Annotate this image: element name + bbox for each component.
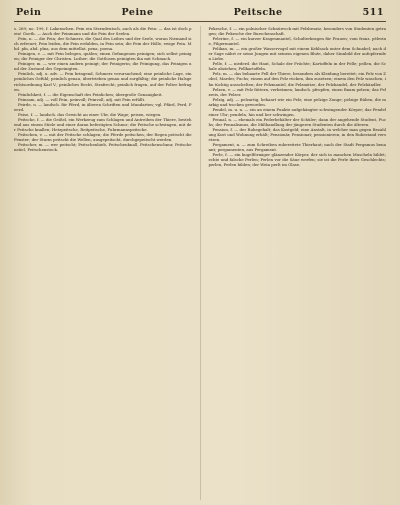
dictionary-entry: Peinsam, adj. — voll Pein, peinvoll; Peinvoll, adj. mit Pein erfüllt. (18, 96, 146, 102)
dictionary-entry: Peinigen, v. — mit Pein belegen, quälen; einen Gefangenen peinigen; sich selbst peinigen; die Peiniger der Christen. Luther: die Gottlosen peinigten ihn mit Schmach. (14, 51, 192, 62)
dictionary-entry: s. 269; no. 199, f. Lakenschen. Pein ein Sterndeutsch, auch als die Pein: — das ist doch pein! Goeth. — Auch der Peinmann und die Pein der Seelen. (14, 26, 192, 37)
dictionary-entry: Pennal, n. — ehemals ein Federbehälter der Schüler; dann der angehende Student, Fuchs; der Pennalismus, die Mißhandlung der jüngeren Studenten durch die älteren. (208, 116, 386, 127)
dictionary-entry: Perle, f. — ein kugelförmiger glänzender Körper, der sich in manchen Muscheln bildet; echte und falsche Perlen; Perlen vor die Säue werfen; sie ist die Perle ihres Geschlechts; perlen, Perlen bilden; der Wein perlt im Glase. (208, 152, 386, 168)
dictionary-entry: Peiniger, m. — wer einen andern peinigt; der Peinigerin; die Peinigung, das Peinigen und der Zustand des Gepeinigten. (14, 61, 192, 72)
running-header (14, 7, 386, 22)
dictionary-entry: Pendel, m. u. n. — ein an einem Punkte aufgehängter schwingender Körper; das Pendel einer Uhr; pendeln, hin und her schwingen. (208, 106, 386, 117)
header-center-word: Peine (121, 7, 154, 18)
dictionary-entry: Peitsche, f. — die Geißel, ein Werkzeug zum Schlagen und Antreiben der Thiere, bestehend aus einem Stiele und einer daran befestigten Schnur; die Peitsche schwingen, mit der Peitsche knallen; Hetzpeitsche, Reitpeitsche, Fuhrmannspeitsche. (14, 116, 192, 132)
header-right-word: Peitsche (233, 7, 283, 18)
dictionary-entry: Peinlich, adj. u. adv. — Pein bringend, Schmerz verursachend; eine peinliche Lage, ein peinliches Gefühl; peinlich genau, übertrieben genau und sorgfältig; die peinliche Halsgerichtsordnung Karl V.; peinliches Recht, Strafrecht; peinlich fragen, auf der Folter befragen. (14, 71, 192, 92)
header-left-word: Pein (16, 7, 42, 18)
dictionary-entry: Pelikan, m. — ein großer Wasservogel mit einem Kehlsack unter dem Schnabel; nach der Sage nährt er seine Jungen mit seinem eigenen Blute, daher Sinnbild der aufopfernden Liebe. (208, 46, 386, 62)
dictionary-entry: Pekesche, f. — ein polnischer Schnürrock mit Pelzbesatz, besonders von Studenten getragen; die Pekesche der Burschenschaft. (208, 26, 386, 37)
dictionary-entry: Peise, f. — landsch. das Gewicht an einer Uhr, die Wage; peisen, wiegen. (18, 111, 162, 117)
dictionary-entry: Peinlichkeit, f. — die Eigenschaft des Peinlichen; übergroße Genauigkeit. (18, 91, 163, 97)
dictionary-entry: Pelle, f. — niederd. die Haut, Schale der Früchte; Kartoffeln in der Pelle; pellen, die Schale abziehen; Pellkartoffeln. (208, 61, 386, 72)
dictionary-entry: Peitscher, m. — wer peitscht; Peitschenhieb, Peitschenknall, Peitschenschnur, Peitschenstiel, Peitschenstock. (14, 142, 192, 153)
dictionary-entry: Peirde, n. — landsch. für Pferd, in älteren Schriften und Mundarten; vgl. Pfärd, Perd, Peerd. (14, 101, 192, 112)
dictionary-entry: Pelzig, adj. — pelzartig, behaart wie ein Pelz; eine pelzige Zunge; pelzige Rüben, die markig und trocken geworden. (208, 96, 386, 107)
dictionary-entry: Pelz, m. — das behaarte Fell der Thiere, besonders als Kleidung bereitet; ein Pelz von Zobel, Marder, Fuchs; einem auf den Pelz rücken, ihm zusetzen; einem den Pelz waschen, ihn tüchtig ausschelten; der Pelzmantel, die Pelzmütze, der Pelzhandel, der Pelzhändler. (208, 71, 386, 87)
text-column-right (209, 26, 387, 500)
dictionary-entry: Pelerine, f. — ein kurzer Kragenmantel, Schulterkragen für Frauen; vom franz. pèlerine, Pilgermantel. (208, 36, 386, 47)
page-number: 511 (362, 7, 384, 18)
dictionary-entry: Pein, n. — die Pein; der Schmerz, die Qual des Leibes und der Seele, woran Niemand sich erfreuet; Pein leiden, die Pein erdulden, in Pein sein; die Pein der Hölle, ewige Pein. Mhd. pîn, ahd. pîna, aus dem mittellat. pena, poena. (14, 36, 192, 52)
column-divider (200, 26, 201, 500)
dictionary-entry: Pension, f. — der Ruhegehalt; das Kostgeld; eine Anstalt, in welcher man gegen Bezahlung Kost und Wohnung erhält; Pensionär, Pensionat; pensionieren, in den Ruhestand versetzen. (208, 126, 386, 143)
dictionary-entry: Pelzen, v. — mit Pelz füttern, verbrämen; landsch. pfropfen, einen Baum pelzen; das Pelzreis, der Pelzer. (208, 86, 386, 97)
dictionary-entry: Peitschen, v. — mit der Peitsche schlagen; die Pferde peitschen; der Regen peitscht die Fenster; der Sturm peitscht die Wellen; ausgepeitscht, durchgepeitscht werden. (14, 131, 192, 143)
text-columns (14, 26, 386, 500)
text-column-left (14, 26, 192, 500)
dictionary-entry: Pergament, n. — zum Schreiben zubereitete Thierhaut; nach der Stadt Pergamus benannt; pergamenten, aus Pergament. (208, 142, 386, 153)
